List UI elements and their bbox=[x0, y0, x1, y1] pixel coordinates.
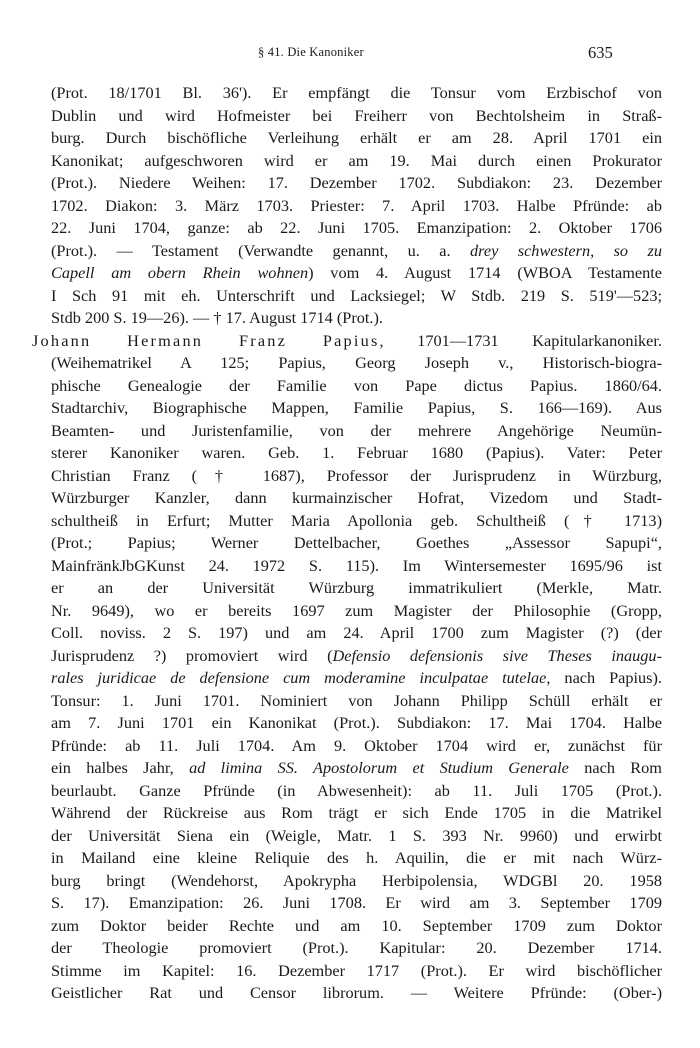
italic-text: ad limina SS. Apostolorum et Studium Generale bbox=[189, 758, 569, 777]
text-line bbox=[32, 330, 662, 353]
text-segment: phische Genealogie der Familie von Pape dictus Papius. 1860/64. bbox=[51, 375, 662, 395]
text-segment: der Universität Siena ein (Weigle, Matr. 1 S. 393 Nr. 9960) und erwirbt bbox=[51, 825, 662, 845]
text-line bbox=[32, 397, 662, 420]
text-segment: MainfränkJbGKunst 24. 1972 S. 115). Im Wintersemester 1695/96 ist bbox=[51, 555, 662, 575]
text-segment: (Prot. 18/1701 Bl. 36'). Er empfängt die Tonsur vom Erzbischof von bbox=[51, 83, 662, 102]
text-line bbox=[32, 645, 662, 668]
italic-text: drey schwestern, so zu bbox=[469, 240, 662, 260]
text-segment: zum Doktor beider Rechte und am 10. September 1709 zum Doktor bbox=[51, 915, 662, 935]
text-line bbox=[32, 982, 662, 1005]
text-segment: Stadtarchiv, Biographische Mappen, Familie Papius, S. 166—169). Aus bbox=[51, 398, 662, 417]
text-segment: Stimme im Kapitel: 16. Dezember 1717 (Prot.). Er wird bischöflicher bbox=[51, 960, 662, 980]
text-segment: Während der Rückreise aus Rom trägt er sich Ende 1705 in die Matrikel bbox=[51, 803, 662, 822]
text-segment: (Prot.; Papius; Werner Dettelbacher, Goethes „Assessor Sapupi“, bbox=[51, 533, 662, 552]
text-segment: S. 17). Emanzipation: 26. Juni 1708. Er wird am 3. September 1709 bbox=[51, 893, 662, 912]
text-segment: (Prot.). Niedere Weihen: 17. Dezember 1702. Subdiakon: 23. Dezember bbox=[51, 173, 662, 192]
text-line bbox=[32, 757, 662, 780]
text-line bbox=[32, 240, 662, 263]
text-line bbox=[32, 262, 662, 285]
text-line bbox=[32, 780, 662, 803]
text-segment: Jurisprudenz ?) promoviert wird ( bbox=[51, 645, 333, 665]
text-line bbox=[32, 937, 662, 960]
text-segment: Dublin und wird Hofmeister bei Freiherr von Bechtolsheim in Straß- bbox=[51, 105, 662, 125]
text-line bbox=[32, 915, 662, 938]
text-segment: ein halbes Jahr, bbox=[51, 758, 190, 777]
text-line bbox=[32, 532, 662, 555]
text-segment: beurlaubt. Ganze Pfründe (in Abwesenheit): ab 11. Juli 1705 (Prot.). bbox=[51, 780, 662, 800]
text-line bbox=[32, 420, 662, 443]
text-segment: , nach Papius). bbox=[546, 668, 663, 687]
running-head-title: § 41. Die Kanoniker bbox=[258, 45, 364, 59]
text-line bbox=[32, 217, 662, 240]
text-line bbox=[32, 622, 662, 645]
text-segment: (Prot.). — Testament (Verwandte genannt, u. a. bbox=[51, 240, 470, 260]
text-line bbox=[32, 802, 662, 825]
text-line bbox=[32, 105, 662, 128]
text-segment: in Mailand eine kleine Reliquie des h. Aquilin, die er mit nach Würz- bbox=[51, 848, 662, 867]
text-segment: I Sch 91 mit eh. Unterschrift und Lacksiegel; W Stdb. 219 S. 519'—523; bbox=[51, 285, 662, 305]
text-line bbox=[32, 375, 662, 398]
text-segment: Nr. 9649), wo er bereits 1697 zum Magister der Philosophie (Gropp, bbox=[51, 600, 662, 620]
page-number: 635 bbox=[588, 43, 613, 62]
text-segment: er an der Universität Würzburg immatrikuliert (Merkle, Matr. bbox=[51, 578, 662, 597]
text-line bbox=[32, 712, 662, 735]
text-line bbox=[32, 352, 662, 375]
text-line bbox=[32, 172, 662, 195]
text-segment: , 1701—1731 Kapitularkanoniker. bbox=[379, 330, 662, 350]
text-segment: sterer Kanoniker waren. Geb. 1. Februar 1680 (Papius). Vater: Peter bbox=[51, 443, 662, 462]
text-line bbox=[32, 847, 662, 870]
text-segment: Christian Franz († 1687), Professor der Jurisprudenz in Würzburg, bbox=[51, 465, 662, 485]
text-segment: Coll. noviss. 2 S. 197) und am 24. April 1700 zum Magister (?) (der bbox=[51, 623, 662, 642]
text-segment: burg. Durch bischöfliche Verleihung erhält er am 28. April 1701 ein bbox=[51, 128, 662, 147]
text-line bbox=[32, 555, 662, 578]
text-line bbox=[32, 600, 662, 623]
text-segment: schultheiß in Erfurt; Mutter Maria Apollonia geb. Schultheiß († 1713) bbox=[51, 510, 662, 530]
text-line bbox=[32, 150, 662, 173]
text-segment: burg bringt (Wendehorst, Apokrypha Herbipolensia, WDGBl 20. 1958 bbox=[51, 870, 662, 890]
body-text bbox=[32, 82, 662, 1005]
text-segment: 22. Juni 1704, ganze: ab 22. Juni 1705. Emanzipation: 2. Oktober 1706 bbox=[51, 218, 662, 237]
text-line bbox=[32, 82, 662, 105]
running-head bbox=[0, 45, 700, 65]
italic-text: rales juridicae de defensione cum moderamine inculpatae tutelae bbox=[51, 668, 547, 687]
text-segment: (Weihematrikel A 125; Papius, Georg Joseph v., Historisch-biogra- bbox=[51, 353, 662, 372]
text-segment: Geistlicher Rat und Censor librorum. — Weitere Pfründe: (Ober-) bbox=[51, 983, 662, 1002]
text-segment: Würzburger Kanzler, dann kurmainzischer Hofrat, Vizedom und Stadt- bbox=[51, 488, 662, 507]
text-line bbox=[32, 735, 662, 758]
text-line bbox=[32, 442, 662, 465]
italic-text: Capell am obern Rhein wohnen bbox=[51, 263, 309, 282]
text-segment: Stdb 200 S. 19—26). — † 17. August 1714 (Prot.). bbox=[51, 308, 383, 327]
text-line bbox=[32, 487, 662, 510]
text-line bbox=[32, 285, 662, 308]
text-line bbox=[32, 667, 662, 690]
text-line bbox=[32, 870, 662, 893]
text-line bbox=[32, 465, 662, 488]
text-segment: am 7. Juni 1701 ein Kanonikat (Prot.). Subdiakon: 17. Mai 1704. Halbe bbox=[51, 713, 662, 732]
spaced-name: Johann Hermann Franz Papius bbox=[32, 330, 380, 350]
text-line bbox=[32, 892, 662, 915]
text-segment: nach Rom bbox=[568, 758, 662, 777]
text-segment: Beamten- und Juristenfamilie, von der mehrere Angehörige Neumün- bbox=[51, 420, 662, 440]
text-segment: Pfründe: ab 11. Juli 1704. Am 9. Oktober 1704 wird er, zunächst für bbox=[51, 735, 662, 755]
text-line bbox=[32, 577, 662, 600]
text-line bbox=[32, 960, 662, 983]
text-line bbox=[32, 690, 662, 713]
text-segment: ) vom 4. August 1714 (WBOA Testamente bbox=[308, 263, 662, 282]
text-line bbox=[32, 825, 662, 848]
text-segment: der Theologie promoviert (Prot.). Kapitular: 20. Dezember 1714. bbox=[51, 938, 662, 957]
text-segment: Kanonikat; aufgeschworen wird er am 19. Mai durch einen Prokurator bbox=[51, 150, 662, 170]
text-line bbox=[32, 307, 662, 330]
italic-text: Defensio defensionis sive Theses inaugu- bbox=[332, 645, 662, 665]
text-segment: 1702. Diakon: 3. März 1703. Priester: 7. April 1703. Halbe Pfründe: ab bbox=[51, 195, 662, 215]
text-line bbox=[32, 510, 662, 533]
text-line bbox=[32, 195, 662, 218]
text-segment: Tonsur: 1. Juni 1701. Nominiert von Johann Philipp Schüll erhält er bbox=[51, 690, 662, 710]
text-line bbox=[32, 127, 662, 150]
